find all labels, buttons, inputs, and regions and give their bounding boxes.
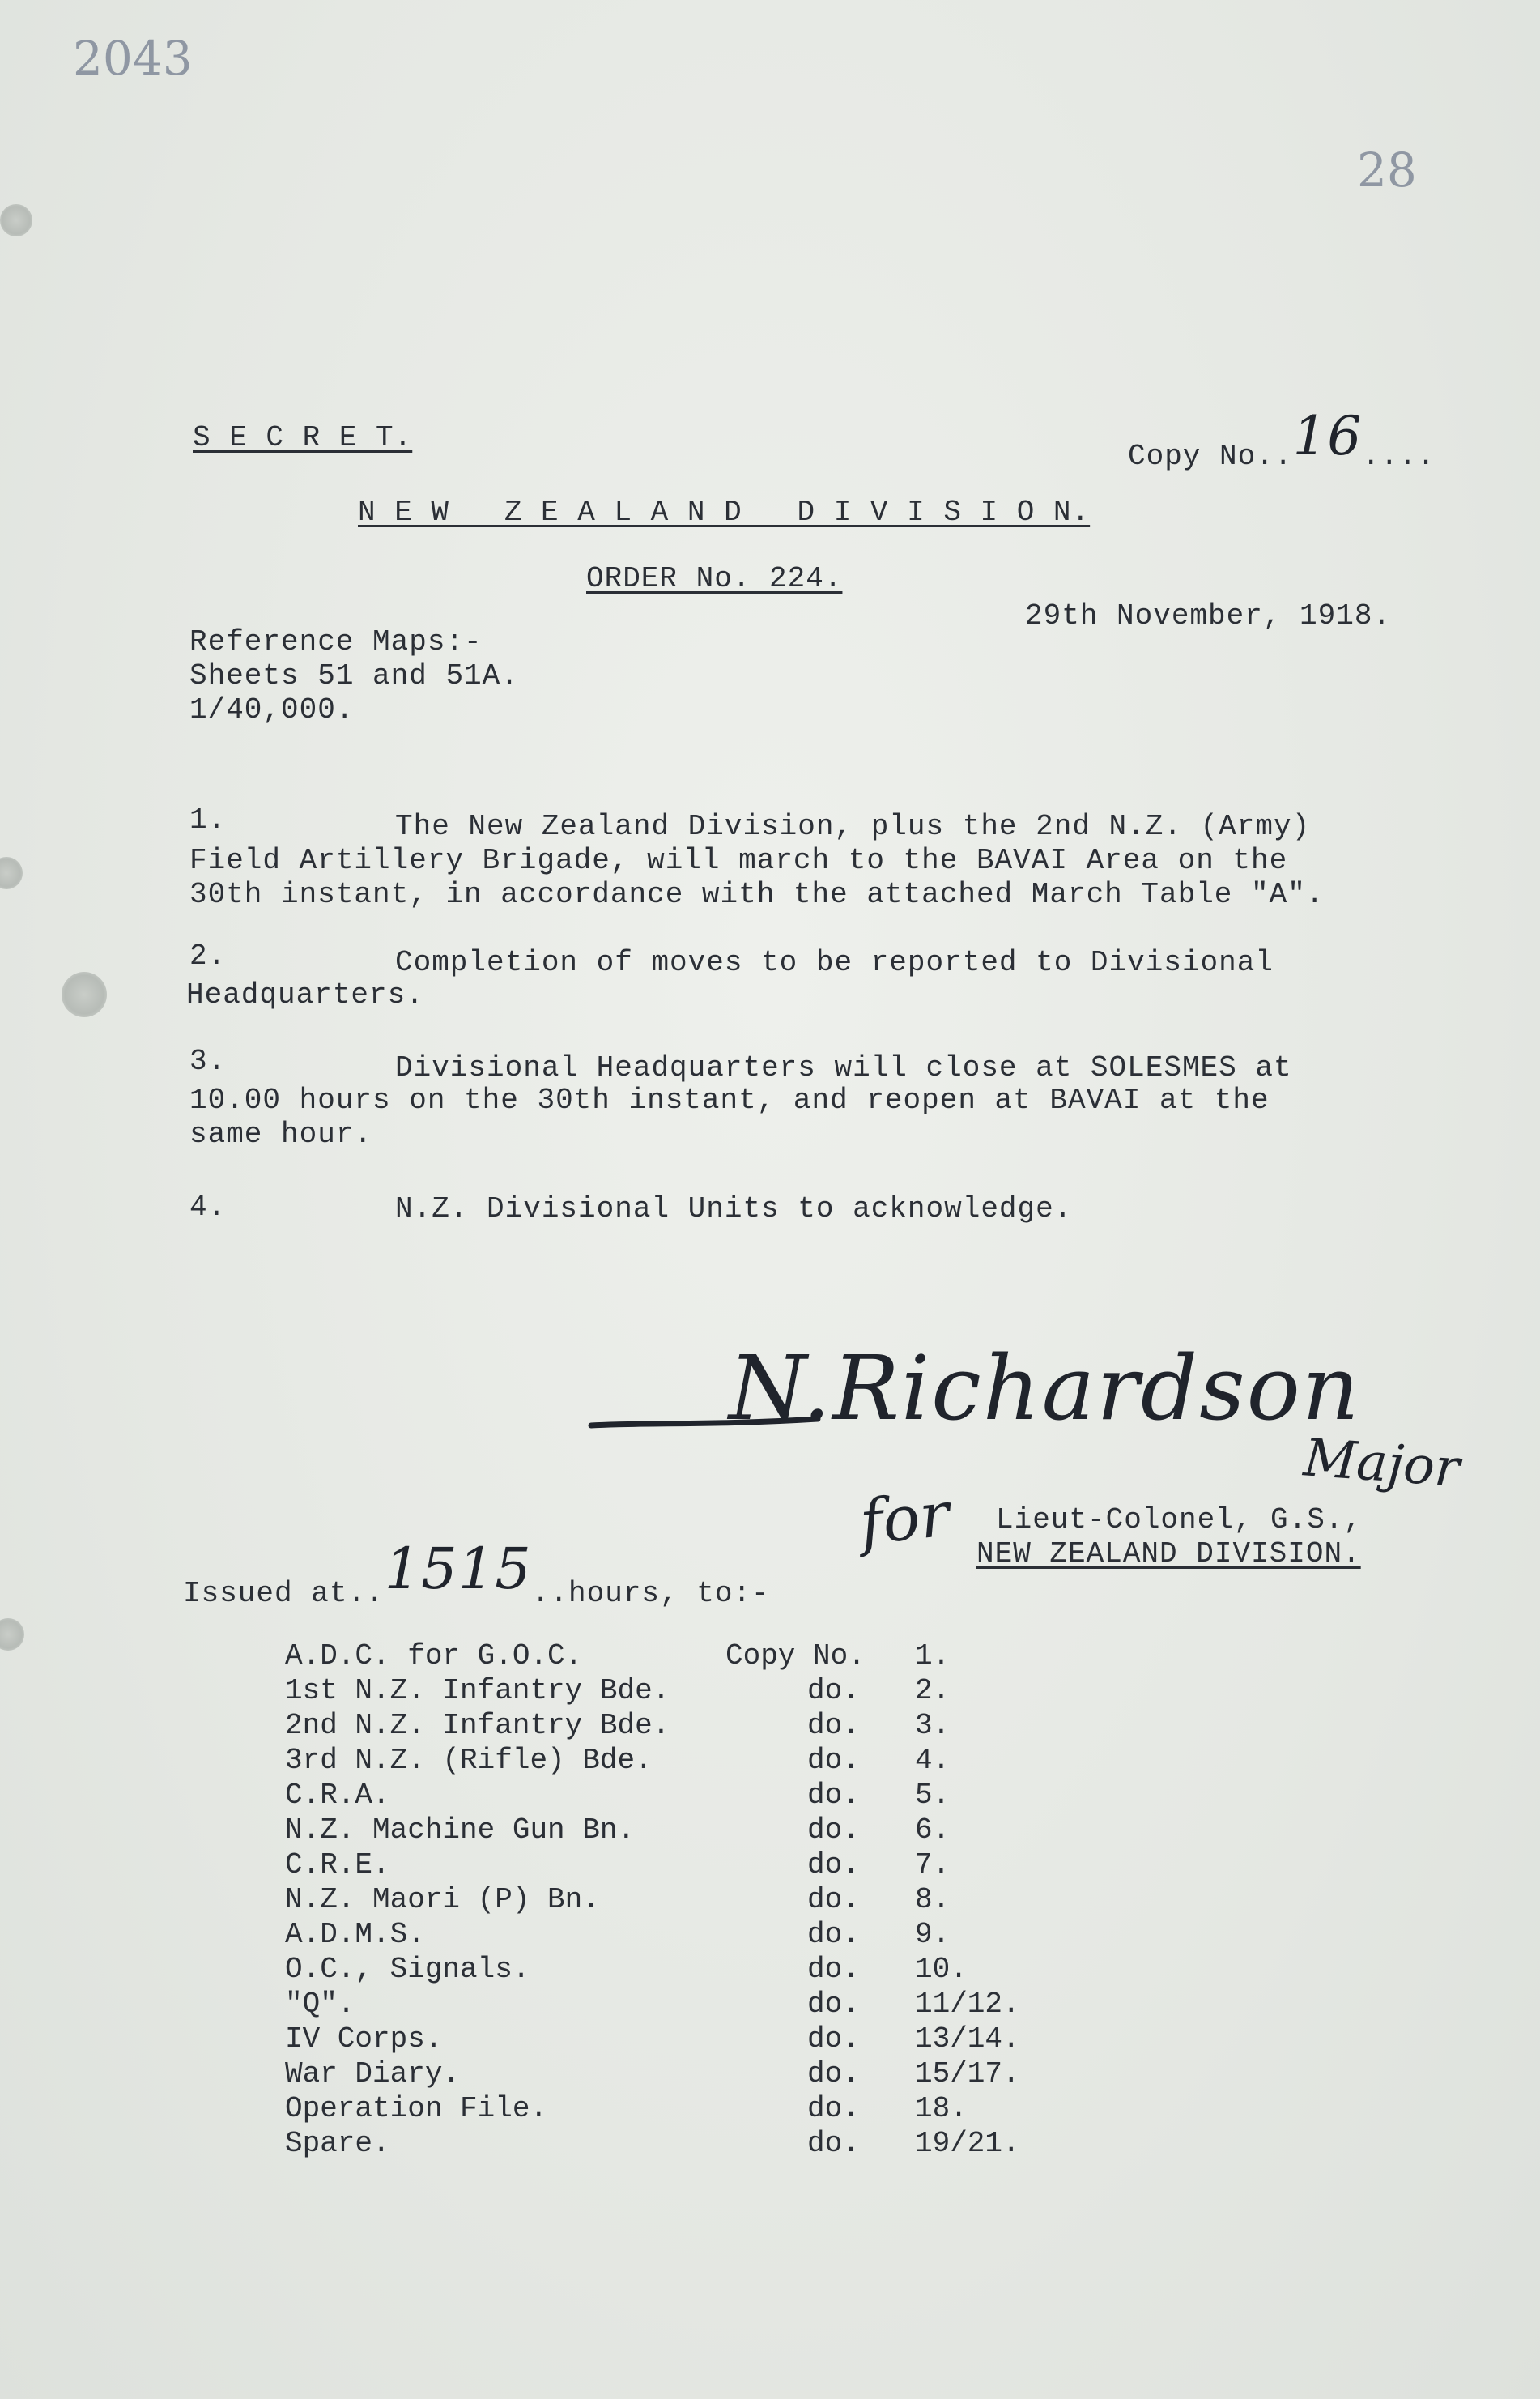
distribution-copies: 8. (915, 1883, 951, 1916)
distribution-copies: 15/17. (915, 2057, 1020, 2090)
distribution-unit: Operation File. (285, 2092, 548, 2125)
paragraph-number: 2. (189, 940, 227, 973)
paragraph-2-line: Headquarters. (186, 978, 424, 1012)
copy-label: Copy No.. (1128, 440, 1293, 473)
distribution-copies: 11/12. (915, 1988, 1020, 2021)
distribution-do: do. (807, 2092, 860, 2125)
distribution-unit: A.D.C. for G.O.C. (285, 1639, 583, 1672)
distribution-unit: O.C., Signals. (285, 1953, 530, 1986)
distribution-copies: 5. (915, 1779, 951, 1812)
archive-stamp-number: 2043 (73, 31, 193, 86)
distribution-unit: A.D.M.S. (285, 1918, 425, 1951)
distribution-do: do. (807, 1953, 860, 1986)
distribution-unit: Spare. (285, 2127, 390, 2160)
classification-heading: S E C R E T. (193, 421, 413, 454)
punch-hole (0, 1618, 24, 1651)
paragraph-1-line: The New Zealand Division, plus the 2nd N.Z. (Army) (395, 810, 1311, 843)
issued-time-handwritten: 1515 (384, 1536, 532, 1602)
distribution-do: do. (807, 2022, 860, 2056)
signature-handwritten: N.Richardson (729, 1336, 1361, 1440)
order-date: 29th November, 1918. (1025, 599, 1392, 633)
distribution-unit: 2nd N.Z. Infantry Bde. (285, 1709, 670, 1742)
distribution-unit: N.Z. Machine Gun Bn. (285, 1813, 636, 1847)
distribution-unit: 1st N.Z. Infantry Bde. (285, 1674, 670, 1707)
punch-hole (0, 857, 23, 889)
distribution-do: do. (807, 1709, 860, 1742)
copy-number-label (1128, 405, 1436, 474)
distribution-unit: C.R.E. (285, 1848, 390, 1881)
distribution-copies: 18. (915, 2092, 968, 2125)
distribution-unit: IV Corps. (285, 2022, 443, 2056)
paragraph-1-line: 30th instant, in accordance with the attached March Table "A". (189, 878, 1325, 911)
division-title: N E W Z E A L A N D D I V I S I O N. (358, 496, 1091, 529)
issued-at-line (183, 1536, 770, 1611)
distribution-do: do. (807, 2057, 860, 2090)
distribution-copies: 6. (915, 1813, 951, 1847)
distribution-copies: 1. (915, 1639, 951, 1672)
signature-rank-handwritten: Major (1301, 1428, 1462, 1499)
distribution-copies: 2. (915, 1674, 951, 1707)
distribution-unit: "Q". (285, 1988, 355, 2021)
distribution-copies: 3. (915, 1709, 951, 1742)
distribution-copies: 10. (915, 1953, 968, 1986)
distribution-unit: War Diary. (285, 2057, 461, 2090)
reference-maps-line3: 1/40,000. (189, 693, 355, 727)
distribution-do: do. (807, 1883, 860, 1916)
distribution-copies: 4. (915, 1744, 951, 1777)
paragraph-number: 1. (189, 803, 227, 837)
paragraph-4-line: N.Z. Divisional Units to acknowledge. (395, 1192, 1073, 1225)
punch-hole (0, 204, 32, 236)
page-number: 28 (1357, 143, 1417, 198)
copy-number-handwritten: 16 (1292, 405, 1363, 467)
distribution-do: do. (807, 1779, 860, 1812)
signatory-title: Lieut-Colonel, G.S., (996, 1503, 1363, 1536)
distribution-unit: N.Z. Maori (P) Bn. (285, 1883, 600, 1916)
distribution-copies: 19/21. (915, 2127, 1020, 2160)
distribution-do: do. (807, 1918, 860, 1951)
reference-maps-line2: Sheets 51 and 51A. (189, 659, 519, 692)
distribution-do: do. (807, 1674, 860, 1707)
distribution-copies: 7. (915, 1848, 951, 1881)
punch-hole (62, 972, 107, 1017)
copy-dots: .... (1362, 440, 1436, 473)
paragraph-3-line: same hour. (189, 1118, 373, 1151)
distribution-unit: C.R.A. (285, 1779, 390, 1812)
paragraph-2-line: Completion of moves to be reported to Divisional (395, 946, 1274, 979)
distribution-do: do. (807, 1848, 860, 1881)
order-title: ORDER No. 224. (586, 562, 843, 595)
reference-maps-line1: Reference Maps:- (189, 625, 483, 658)
paragraph-3-line: Divisional Headquarters will close at SOLESMES at (395, 1051, 1292, 1084)
paragraph-1-line: Field Artillery Brigade, will march to the BAVAI Area on the (189, 844, 1288, 877)
issued-suffix: ..hours, to:- (531, 1577, 770, 1610)
distribution-do: do. (807, 1813, 860, 1847)
distribution-do: do. (807, 1988, 860, 2021)
distribution-copies: 13/14. (915, 2022, 1020, 2056)
for-handwritten: for (856, 1477, 953, 1559)
distribution-copy-label: Copy No. (725, 1639, 866, 1672)
distribution-do: do. (807, 2127, 860, 2160)
distribution-copies: 9. (915, 1918, 951, 1951)
paragraph-3-line: 10.00 hours on the 30th instant, and reopen at BAVAI at the (189, 1084, 1270, 1117)
paragraph-number: 3. (189, 1045, 227, 1078)
issued-prefix: Issued at.. (183, 1577, 385, 1610)
signatory-unit: NEW ZEALAND DIVISION. (976, 1537, 1361, 1570)
distribution-unit: 3rd N.Z. (Rifle) Bde. (285, 1744, 653, 1777)
paragraph-number: 4. (189, 1191, 227, 1224)
distribution-do: do. (807, 1744, 860, 1777)
